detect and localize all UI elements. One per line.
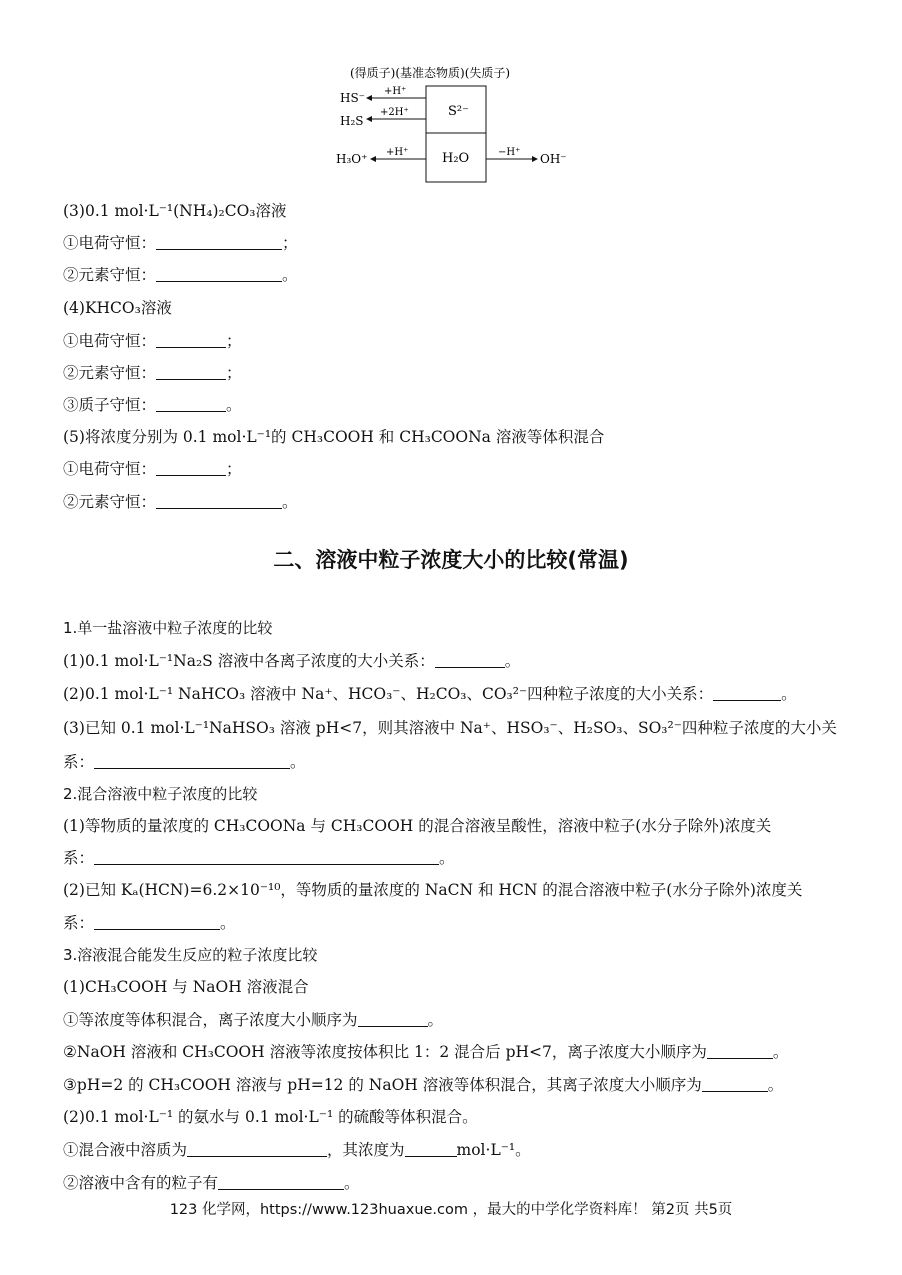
q3-charge-blank[interactable]: [156, 235, 282, 250]
s3-q2b-text: ②溶液中含有的粒子有: [63, 1174, 219, 1192]
q3-title: (3)0.1 mol·L⁻¹(NH₄)₂CO₃溶液: [63, 202, 287, 220]
q3-element-label: ②元素守恒：: [63, 266, 157, 284]
s2-title: 2.混合溶液中粒子浓度的比较: [63, 785, 258, 803]
s1-q2-blank[interactable]: [713, 686, 781, 701]
q3-element-blank[interactable]: [156, 267, 282, 282]
q3-charge-line: [63, 233, 298, 253]
s2-q1-cont-line: [63, 848, 455, 868]
s1-q1-blank[interactable]: [435, 653, 505, 668]
punct: 。: [781, 685, 797, 703]
q5-element-label: ②元素守恒：: [63, 493, 157, 511]
q4-element-blank[interactable]: [156, 365, 226, 380]
proton-diagram: [330, 62, 590, 187]
q4-proton-blank[interactable]: [156, 397, 226, 412]
punct: 。: [282, 493, 298, 511]
punct: ；: [226, 364, 242, 382]
s3-q2a-mid: ，其浓度为: [327, 1141, 405, 1159]
s1-q3-cont-line: [63, 752, 306, 772]
q5-charge-line: [63, 459, 242, 479]
box-s2-ion: S²⁻: [448, 104, 469, 119]
punct: 。: [767, 1076, 784, 1094]
arrow-head-hs: [366, 95, 372, 101]
s3-title: 3.溶液混合能发生反应的粒子浓度比较: [63, 946, 318, 964]
s3-q1a-blank[interactable]: [358, 1012, 428, 1027]
punct: 。: [772, 1043, 789, 1061]
punct: 。: [439, 849, 455, 867]
diagram-header: (得质子)(基准态物质)(失质子): [350, 66, 511, 80]
arrow-head-h3o: [370, 156, 376, 162]
q3-charge-label: ①电荷守恒：: [63, 234, 157, 252]
s3-q1a-text: ①等浓度等体积混合，离子浓度大小顺序为: [63, 1011, 358, 1029]
page-footer: 123 化学网，https://www.123huaxue.com ，最大的中学化学资料库！ 第2页 共5页: [169, 1202, 733, 1218]
s2-q2-cont-label: 系：: [63, 914, 95, 932]
s3-q1c-blank[interactable]: [702, 1077, 768, 1092]
s3-q2-text: (2)0.1 mol·L⁻¹ 的氨水与 0.1 mol·L⁻¹ 的硫酸等体积混合。: [63, 1108, 478, 1126]
s2-q2-text: (2)已知 Kₐ(HCN)=6.2×10⁻¹⁰，等物质的量浓度的 NaCN 和 HCN 的混合溶液中粒子(水分子除外)浓度关: [63, 881, 803, 899]
punct: 。: [290, 753, 306, 771]
s3-q1c-line: [63, 1075, 783, 1095]
s3-q2a-unit: mol·L⁻¹。: [456, 1141, 531, 1159]
punct: ；: [226, 460, 242, 478]
q5-element-blank[interactable]: [156, 494, 282, 509]
s2-q2-blank[interactable]: [94, 915, 220, 930]
s1-q1-text: (1)0.1 mol·L⁻¹Na₂S 溶液中各离子浓度的大小关系：: [63, 652, 435, 670]
punct: 。: [220, 914, 236, 932]
q4-charge-line: [63, 331, 242, 351]
s2-q1-text: (1)等物质的量浓度的 CH₃COONa 与 CH₃COOH 的混合溶液呈酸性，溶液中粒子(水分子除外)浓度关: [63, 817, 772, 835]
ion-h3o: H₃O⁺: [336, 152, 368, 166]
s3-q1b-blank[interactable]: [707, 1044, 773, 1059]
s3-q2a-solute-blank[interactable]: [187, 1142, 327, 1157]
q5-charge-blank[interactable]: [156, 461, 226, 476]
ion-hs: HS⁻: [340, 91, 366, 105]
s1-q2-text: (2)0.1 mol·L⁻¹ NaHCO₃ 溶液中 Na⁺、HCO₃⁻、H₂CO₃、CO₃²⁻四种粒子浓度的大小关系：: [63, 685, 714, 703]
s1-q3-cont-label: 系：: [63, 753, 95, 771]
s3-q2a-line: [63, 1140, 531, 1160]
q5-element-line: [63, 492, 298, 512]
punct: 。: [427, 1011, 444, 1029]
section-2-title: 二、溶液中粒子浓度大小的比较(常温): [273, 548, 629, 572]
q4-element-line: [63, 363, 242, 383]
punct: ；: [226, 332, 242, 350]
arrow-head-h2s: [366, 116, 372, 122]
label-plus-h: +H⁺: [384, 86, 407, 97]
s2-q1-blank[interactable]: [94, 850, 439, 865]
q4-element-label: ②元素守恒：: [63, 364, 157, 382]
s2-q1-cont-label: 系：: [63, 849, 95, 867]
s1-q1-line: [63, 651, 520, 671]
s3-q2b-line: [63, 1173, 360, 1193]
punct: 。: [226, 396, 242, 414]
q3-element-line: [63, 265, 298, 285]
punct: 。: [282, 266, 298, 284]
q5-charge-label: ①电荷守恒：: [63, 460, 157, 478]
s3-q1b-line: [63, 1042, 788, 1062]
s3-q1b-text: ②NaOH 溶液和 CH₃COOH 溶液等浓度按体积比 1：2 混合后 pH<7，离子浓度大小顺序为: [63, 1043, 707, 1061]
q4-charge-label: ①电荷守恒：: [63, 332, 157, 350]
label-plus-h-water: +H⁺: [386, 147, 409, 158]
s1-q3-blank[interactable]: [94, 754, 290, 769]
box-outline: [426, 86, 486, 182]
q4-proton-line: [63, 395, 242, 415]
s1-q3-text: (3)已知 0.1 mol·L⁻¹NaHSO₃ 溶液 pH<7，则其溶液中 Na⁺、HSO₃⁻、H₂SO₃、SO₃²⁻四种粒子浓度的大小关: [63, 719, 837, 737]
ion-oh: OH⁻: [540, 152, 567, 166]
label-minus-h: −H⁺: [498, 147, 521, 158]
punct: 。: [344, 1174, 360, 1192]
s3-q1c-text: ③pH=2 的 CH₃COOH 溶液与 pH=12 的 NaOH 溶液等体积混合，其离子浓度大小顺序为: [63, 1076, 702, 1094]
box-h2o: H₂O: [442, 151, 470, 166]
s1-q2-line: [63, 684, 797, 704]
punct: ；: [282, 234, 298, 252]
s3-q2a-conc-blank[interactable]: [405, 1142, 457, 1157]
proton-diagram-svg: [330, 62, 590, 187]
q4-charge-blank[interactable]: [156, 333, 226, 348]
ion-h2s: H₂S: [340, 114, 364, 128]
q5-title: (5)将浓度分别为 0.1 mol·L⁻¹的 CH₃COOH 和 CH₃COONa 溶液等体积混合: [63, 428, 605, 446]
label-plus-2h: +2H⁺: [380, 107, 409, 118]
s3-q2b-blank[interactable]: [218, 1175, 344, 1190]
s3-q2a-text: ①混合液中溶质为: [63, 1141, 188, 1159]
s3-q1-text: (1)CH₃COOH 与 NaOH 溶液混合: [63, 978, 309, 996]
s3-q1a-line: [63, 1010, 443, 1030]
s2-q2-cont-line: [63, 913, 236, 933]
q4-proton-label: ③质子守恒：: [63, 396, 157, 414]
q4-title: (4)KHCO₃溶液: [63, 299, 172, 317]
s1-title: 1.单一盐溶液中粒子浓度的比较: [63, 619, 273, 637]
punct: 。: [504, 652, 521, 670]
arrow-head-oh: [532, 156, 538, 162]
